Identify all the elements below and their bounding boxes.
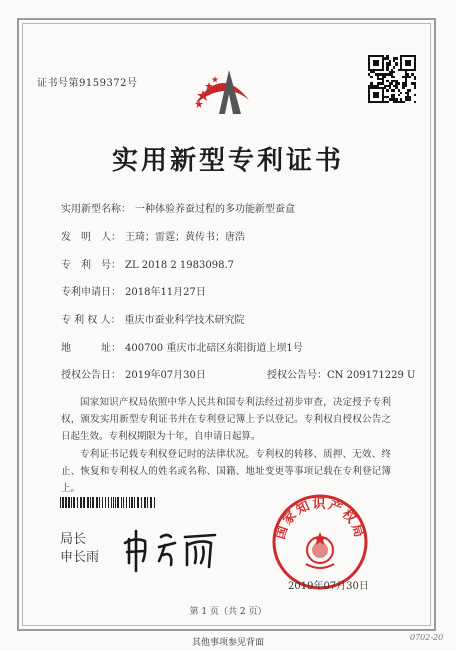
barcode-bar: [150, 497, 152, 508]
barcode-bar: [123, 497, 124, 508]
barcode-bar: [117, 497, 119, 508]
barcode-bar: [77, 497, 78, 508]
cnipa-logo-icon: [185, 60, 265, 124]
barcode-bar: [129, 497, 130, 508]
field-label: 专 利 号：: [61, 260, 121, 271]
qr-module: [398, 82, 400, 84]
qr-module: [389, 64, 391, 66]
qr-module: [409, 98, 411, 100]
paragraph-grant-statement: 国家知识产权局依照中华人民共和国专利法经过初步审查，决定授予专利权，颁发实用新型专利证书并在专利登记簿上予以登记。专利权自授权公告之日起生效。专利权期限为十年，自申请日起算。: [61, 397, 391, 442]
field-value: CN 209171229 U: [327, 370, 416, 381]
field-label: 授权公告号：: [267, 370, 327, 381]
field-application-date: [61, 283, 206, 298]
qr-module: [393, 71, 395, 73]
barcode-bar: [80, 497, 82, 508]
qr-module: [409, 89, 411, 91]
field-utility-model-name: [61, 200, 295, 215]
field-value: 2019年07月30日: [125, 370, 206, 381]
barcode-bar: [83, 497, 85, 508]
certificate-title: 实用新型专利证书: [111, 146, 344, 176]
qr-code: [368, 55, 416, 103]
barcode-bar: [73, 497, 75, 508]
qr-module: [402, 101, 404, 103]
barcode-bar: [113, 497, 114, 508]
field-label: 授权公告日：: [61, 370, 121, 381]
barcode-bar: [105, 497, 106, 508]
director-signature: [115, 525, 225, 575]
qr-module: [393, 89, 395, 91]
qr-module: [377, 64, 379, 66]
seal-date: 2019年07月30日: [288, 581, 369, 592]
field-value: 一种体验养蚕过程的多功能新型蚕盒: [135, 204, 295, 215]
qr-module: [405, 85, 407, 87]
qr-module: [414, 94, 416, 96]
field-patent-number: [61, 256, 234, 271]
barcode-bar: [60, 497, 61, 508]
paragraph-legal-notice: 专利证书记载专利权登记时的法律状况。专利权的转移、质押、无效、终止、恢复和专利权人的姓名或名称、国籍、地址变更等事项记载在专利登记簿上。: [61, 449, 391, 494]
barcode-bar: [62, 497, 64, 508]
qr-module: [386, 101, 388, 103]
barcode-bar: [71, 497, 72, 508]
director-title: 局长: [60, 532, 87, 547]
barcode-bar: [111, 497, 112, 508]
barcode-bar: [147, 497, 148, 508]
qr-module: [384, 76, 386, 78]
qr-module: [414, 69, 416, 71]
field-value: 2018年11月27日: [125, 287, 206, 298]
field-grant-date: [61, 366, 206, 381]
barcode-bar: [115, 497, 116, 508]
qr-module: [393, 66, 395, 68]
qr-module: [395, 64, 397, 66]
barcode-bar: [154, 497, 155, 508]
field-label: 发 明 人：: [61, 232, 121, 243]
field-value: 400700 重庆市北碚区东阳街道上坝1号: [125, 343, 303, 354]
field-value: 重庆市蚕业科学技术研究院: [124, 315, 245, 326]
field-inventors: [61, 228, 245, 243]
barcode-bar: [137, 497, 139, 508]
qr-module: [409, 64, 411, 66]
barcode-bar: [141, 497, 142, 508]
certificate-number: 证书号第9159372号: [37, 78, 138, 89]
barcode-bar: [65, 497, 67, 508]
field-value: ZL 2018 2 1983098.7: [125, 260, 235, 271]
field-label: 地 址：: [61, 343, 121, 354]
seal-text: 国家知识产权局: [272, 497, 368, 542]
barcode: [60, 497, 155, 508]
barcode-bar: [99, 497, 100, 508]
barcode-bar: [90, 497, 91, 508]
qr-module: [414, 87, 416, 89]
qr-module: [370, 76, 372, 78]
barcode-bar: [96, 497, 98, 508]
qr-module: [402, 87, 404, 89]
field-announcement-number: [267, 366, 415, 381]
margin-handwritten-note: 0702-20: [410, 633, 444, 642]
field-label: 实用新型名称：: [61, 204, 131, 215]
qr-module: [400, 92, 402, 94]
field-address: [61, 339, 303, 354]
barcode-bar: [108, 497, 109, 508]
footer-note: 其他事项参见背面: [191, 638, 264, 648]
page-number: 第 1 页（共 2 页）: [189, 607, 267, 617]
barcode-bar: [126, 497, 127, 508]
barcode-bar: [87, 497, 89, 508]
barcode-bar: [102, 497, 103, 508]
field-label: 专 利 权 人：: [61, 315, 121, 326]
barcode-bar: [131, 497, 133, 508]
field-label: 专利申请日：: [61, 287, 121, 298]
barcode-bar: [134, 497, 135, 508]
qr-module: [382, 69, 384, 71]
field-patentee: [61, 311, 245, 326]
qr-module: [414, 78, 416, 80]
qr-module: [395, 57, 397, 59]
qr-module: [386, 89, 388, 91]
qr-module: [393, 76, 395, 78]
director-name: 申长雨: [60, 550, 100, 565]
field-value: 王琦；雷霆；黄传书；唐浩: [125, 232, 245, 243]
qr-module: [409, 76, 411, 78]
barcode-bar: [144, 497, 146, 508]
barcode-bar: [92, 497, 94, 508]
barcode-bar: [68, 497, 70, 508]
qr-module: [377, 96, 379, 98]
barcode-bar: [121, 497, 122, 508]
qr-module: [398, 94, 400, 96]
qr-module: [414, 101, 416, 103]
